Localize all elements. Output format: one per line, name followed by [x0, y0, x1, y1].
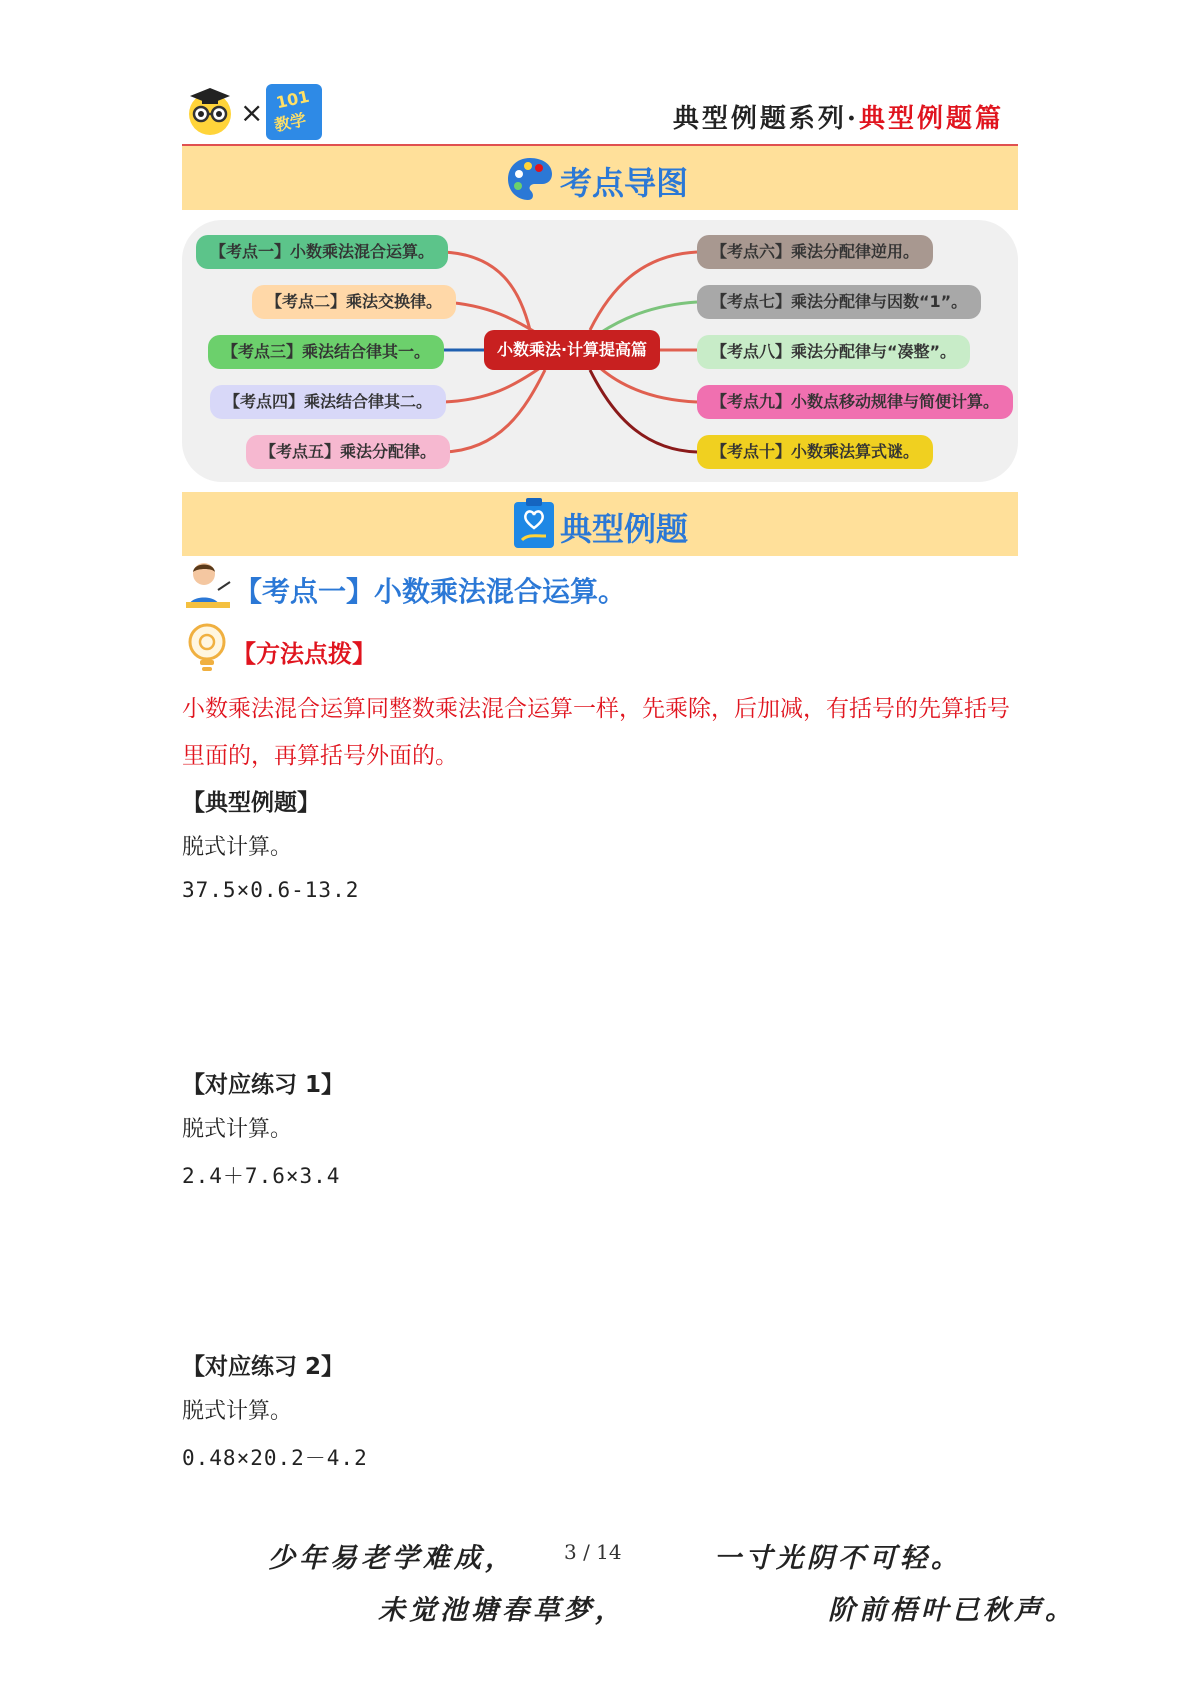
mindmap-node-7: 【考点七】乘法分配律与因数“1”。 — [697, 285, 981, 319]
mindmap-node-5: 【考点五】乘法分配律。 — [246, 435, 450, 469]
practice2-instruction: 脱式计算。 — [182, 1399, 293, 1424]
mindmap-node-10: 【考点十】小数乘法算式谜。 — [697, 435, 933, 469]
practice1-instruction: 脱式计算。 — [182, 1117, 293, 1142]
examples-banner — [182, 492, 1018, 556]
teacher-icon — [184, 560, 232, 616]
poem-line1-left: 少年易老学难成， — [268, 1543, 516, 1574]
page-number: 3 / 14 — [564, 1540, 622, 1564]
poem-line2-left: 未觉池塘春草梦， — [378, 1595, 626, 1626]
mindmap-node-8: 【考点八】乘法分配律与“凑整”。 — [697, 335, 970, 369]
lightbulb-icon — [186, 622, 228, 678]
mindmap-banner-title: 考点导图 — [560, 164, 689, 202]
poem-line2-right: 阶前梧叶已秋声。 — [828, 1595, 1076, 1626]
brand-logo-line2: 教学 — [272, 109, 308, 136]
method-title: 【方法点拨】 — [232, 640, 376, 668]
mindmap-node-4: 【考点四】乘法结合律其二。 — [210, 385, 446, 419]
mindmap-node-9: 【考点九】小数点移动规律与简便计算。 — [697, 385, 1013, 419]
practice1-label: 【对应练习 1】 — [182, 1072, 345, 1098]
poem-line1-right: 一寸光阴不可轻。 — [714, 1543, 962, 1574]
examples-banner-title: 典型例题 — [560, 510, 689, 548]
times-symbol: × — [240, 96, 264, 129]
practice2-label: 【对应练习 2】 — [182, 1354, 345, 1380]
practice2-expression: 0.48×20.2－4.2 — [182, 1446, 368, 1470]
method-text: 小数乘法混合运算同整数乘法混合运算一样，先乘除，后加减，有括号的先算括号里面的，再算括号外面的。 — [182, 696, 1010, 769]
mindmap-node-1: 【考点一】小数乘法混合运算。 — [196, 235, 448, 269]
example-instruction: 脱式计算。 — [182, 835, 293, 860]
mindmap-center-node: 小数乘法·计算提高篇 — [484, 330, 660, 370]
brand-logo-line1: 101 — [274, 86, 312, 113]
mindmap-node-3: 【考点三】乘法结合律其一。 — [208, 335, 444, 369]
mindmap-node-6: 【考点六】乘法分配律逆用。 — [697, 235, 933, 269]
practice1-expression: 2.4＋7.6×3.4 — [182, 1164, 341, 1188]
clipboard-heart-icon — [512, 498, 556, 554]
series-title-main: 典型例题系列· — [672, 104, 859, 134]
mindmap-connectors — [0, 0, 1190, 520]
mindmap-node-2: 【考点二】乘法交换律。 — [252, 285, 456, 319]
series-title-highlight: 典型例题篇 — [858, 104, 1004, 134]
section-title: 【考点一】小数乘法混合运算。 — [234, 575, 627, 608]
example-expression: 37.5×0.6-13.2 — [182, 878, 360, 902]
example-label: 【典型例题】 — [182, 790, 320, 816]
